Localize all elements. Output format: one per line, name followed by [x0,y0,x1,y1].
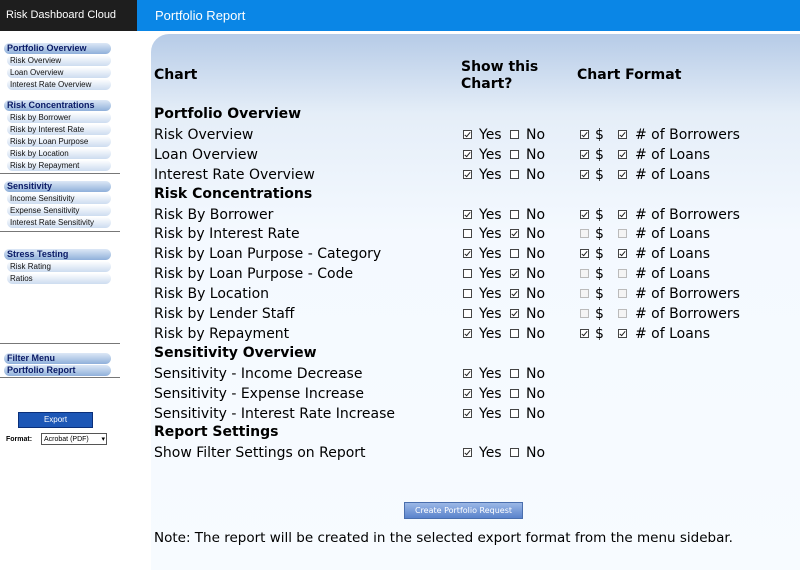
format-dollar-label: $ [595,166,604,183]
create-portfolio-request-button[interactable]: Create Portfolio Request [404,502,523,519]
show-no-checkbox[interactable] [510,289,519,298]
sidebar-item-risk-rating[interactable]: Risk Rating [7,261,111,272]
top-bar [0,0,800,31]
row-label: Risk by Interest Rate [154,226,300,243]
show-yes-label: Yes [479,286,502,303]
group-title: Sensitivity Overview [154,344,317,361]
sidebar-divider [0,231,120,232]
row-label: Risk by Repayment [154,325,290,342]
group-title: Portfolio Overview [154,106,302,122]
show-no-checkbox[interactable] [510,269,519,278]
chart-column-header: Chart [154,67,198,83]
show-yes-checkbox[interactable] [463,269,472,278]
report-row [151,224,800,244]
report-row [151,324,800,344]
show-yes-checkbox[interactable] [463,150,472,159]
show-yes-checkbox[interactable] [463,309,472,318]
row-label: Risk by Loan Purpose - Category [154,246,382,263]
format-dollar-checkbox[interactable] [580,289,589,298]
format-dollar-checkbox[interactable] [580,150,589,159]
format-count-checkbox[interactable] [618,249,627,258]
show-yes-checkbox[interactable] [463,409,472,418]
show-no-label: No [526,385,546,402]
show-no-checkbox[interactable] [510,369,519,378]
report-row [151,165,800,185]
show-yes-checkbox[interactable] [463,329,472,338]
format-count-label: # of Borrowers [635,206,740,223]
report-row [151,205,800,225]
show-no-label: No [526,206,546,223]
show-no-label: No [526,226,546,243]
report-row [151,145,800,165]
show-no-label: No [526,445,546,462]
format-dollar-label: $ [595,325,604,342]
row-label: Sensitivity - Interest Rate Increase [154,405,396,422]
show-yes-label: Yes [479,126,502,143]
format-count-checkbox[interactable] [618,130,627,139]
show-yes-checkbox[interactable] [463,369,472,378]
show-no-label: No [526,146,546,163]
row-label: Sensitivity - Expense Increase [154,385,364,402]
show-yes-label: Yes [479,206,502,223]
show-yes-label: Yes [479,325,502,342]
sidebar-portfolio-report[interactable]: Portfolio Report [4,365,111,376]
show-no-checkbox[interactable] [510,229,519,238]
format-count-label: # of Loans [635,325,710,342]
sidebar-section-portfolio-overview[interactable]: Portfolio Overview [4,43,111,54]
show-no-checkbox[interactable] [510,448,519,457]
sidebar-item-risk-by-repayment[interactable]: Risk by Repayment [7,160,111,171]
show-no-checkbox[interactable] [510,409,519,418]
group-title: Report Settings [154,424,279,441]
show-no-checkbox[interactable] [510,389,519,398]
format-count-checkbox[interactable] [618,269,627,278]
show-no-label: No [526,365,546,382]
sidebar-section-risk-concentrations[interactable]: Risk Concentrations [4,100,111,111]
show-yes-checkbox[interactable] [463,389,472,398]
show-yes-label: Yes [479,266,502,283]
show-no-checkbox[interactable] [510,170,519,179]
format-dollar-label: $ [595,226,604,243]
show-no-label: No [526,286,546,303]
report-note: Note: The report will be created in the selected export format from the menu sidebar. [154,530,733,546]
report-panel [151,34,800,570]
sidebar-item-interest-rate-overview[interactable]: Interest Rate Overview [7,79,111,90]
show-no-label: No [526,325,546,342]
row-label: Loan Overview [154,146,258,163]
row-label: Show Filter Settings on Report [154,445,366,462]
format-dollar-label: $ [595,206,604,223]
sidebar-item-interest-rate-sensitivity[interactable]: Interest Rate Sensitivity [7,217,111,228]
format-count-label: # of Loans [635,266,710,283]
show-yes-checkbox[interactable] [463,210,472,219]
row-label: Interest Rate Overview [154,166,315,183]
show-no-checkbox[interactable] [510,150,519,159]
row-label: Risk by Loan Purpose - Code [154,266,354,283]
group-title: Risk Concentrations [154,185,313,202]
show-yes-label: Yes [479,385,502,402]
sidebar-divider [0,343,120,344]
sidebar-item-risk-overview[interactable]: Risk Overview [7,55,111,66]
format-count-checkbox[interactable] [618,150,627,159]
show-no-label: No [526,266,546,283]
show-yes-checkbox[interactable] [463,448,472,457]
format-dollar-checkbox[interactable] [580,210,589,219]
row-label: Risk Overview [154,126,254,143]
show-no-label: No [526,306,546,322]
report-row [151,125,800,145]
format-dollar-checkbox[interactable] [580,249,589,258]
format-dollar-checkbox[interactable] [580,269,589,278]
sidebar-item-risk-by-location[interactable]: Risk by Location [7,148,111,159]
format-dollar-label: $ [595,146,604,163]
report-row [151,264,800,284]
show-no-checkbox[interactable] [510,329,519,338]
show-yes-label: Yes [479,146,502,163]
show-yes-label: Yes [479,246,502,263]
page-title: Portfolio Report [155,8,246,23]
format-count-label: # of Loans [635,246,710,263]
show-yes-label: Yes [479,445,502,462]
show-no-label: No [526,166,546,183]
report-row [151,284,800,304]
show-yes-label: Yes [479,365,502,382]
show-yes-checkbox[interactable] [463,229,472,238]
row-label: Risk By Location [154,286,270,303]
format-count-label: # of Loans [635,166,710,183]
sidebar-divider [0,377,120,378]
format-count-checkbox[interactable] [618,289,627,298]
format-dollar-checkbox[interactable] [580,170,589,179]
show-yes-label: Yes [479,166,502,183]
sidebar-item-risk-by-interest-rate[interactable]: Risk by Interest Rate [7,124,111,135]
report-row [151,384,800,404]
sidebar-section-stress-testing[interactable]: Stress Testing [4,249,111,260]
show-yes-checkbox[interactable] [463,170,472,179]
format-count-checkbox[interactable] [618,170,627,179]
format-count-label: # of Borrowers [635,286,740,303]
format-dollar-label: $ [595,246,604,263]
show-yes-checkbox[interactable] [463,289,472,298]
show-yes-checkbox[interactable] [463,249,472,258]
format-dollar-label: $ [595,126,604,143]
sidebar-filter-menu[interactable]: Filter Menu [4,353,111,364]
chevron-down-icon: ▾ [101,436,105,443]
brand-title: Risk Dashboard Cloud [0,0,137,31]
report-row [151,244,800,264]
format-count-checkbox[interactable] [618,309,627,318]
sidebar-section-sensitivity[interactable]: Sensitivity [4,181,111,192]
show-column-header-line1: Show this [461,59,539,75]
show-yes-label: Yes [479,226,502,243]
format-dollar-checkbox[interactable] [580,309,589,318]
show-yes-label: Yes [479,405,502,422]
format-count-label: # of Borrowers [635,306,740,322]
report-row [151,404,800,424]
format-dollar-checkbox[interactable] [580,130,589,139]
show-no-label: No [526,246,546,263]
sidebar-item-risk-by-borrower[interactable]: Risk by Borrower [7,112,111,123]
format-dollar-label: $ [595,266,604,283]
sidebar-item-income-sensitivity[interactable]: Income Sensitivity [7,193,111,204]
format-column-header: Chart Format [577,67,682,83]
row-label: Risk By Borrower [154,206,274,223]
show-no-checkbox[interactable] [510,309,519,318]
show-no-checkbox[interactable] [510,210,519,219]
row-label: Risk by Lender Staff [154,306,295,322]
row-label: Sensitivity - Income Decrease [154,365,363,382]
format-dollar-label: $ [595,286,604,303]
format-count-label: # of Loans [635,226,710,243]
show-no-label: No [526,405,546,422]
sidebar-item-expense-sensitivity[interactable]: Expense Sensitivity [7,205,111,216]
format-dollar-label: $ [595,306,604,322]
show-column-header-line2: Chart? [461,76,513,92]
format-count-checkbox[interactable] [618,210,627,219]
format-count-checkbox[interactable] [618,329,627,338]
format-select-value: Acrobat (PDF) [44,436,89,443]
format-label: Format: [6,436,33,443]
format-dollar-checkbox[interactable] [580,229,589,238]
sidebar [0,31,121,570]
sidebar-item-ratios[interactable]: Ratios [7,273,111,284]
show-no-label: No [526,126,546,143]
format-count-checkbox[interactable] [618,229,627,238]
report-row [151,364,800,384]
format-count-label: # of Borrowers [635,126,740,143]
format-dollar-checkbox[interactable] [580,329,589,338]
report-row [151,304,800,324]
sidebar-divider [0,173,120,174]
format-count-label: # of Loans [635,146,710,163]
report-row [151,443,800,463]
show-no-checkbox[interactable] [510,249,519,258]
show-no-checkbox[interactable] [510,130,519,139]
show-yes-label: Yes [479,306,502,322]
format-select[interactable] [41,433,107,445]
show-yes-checkbox[interactable] [463,130,472,139]
export-button[interactable]: Export [18,412,93,428]
sidebar-item-risk-by-loan-purpose[interactable]: Risk by Loan Purpose [7,136,111,147]
sidebar-item-loan-overview[interactable]: Loan Overview [7,67,111,78]
